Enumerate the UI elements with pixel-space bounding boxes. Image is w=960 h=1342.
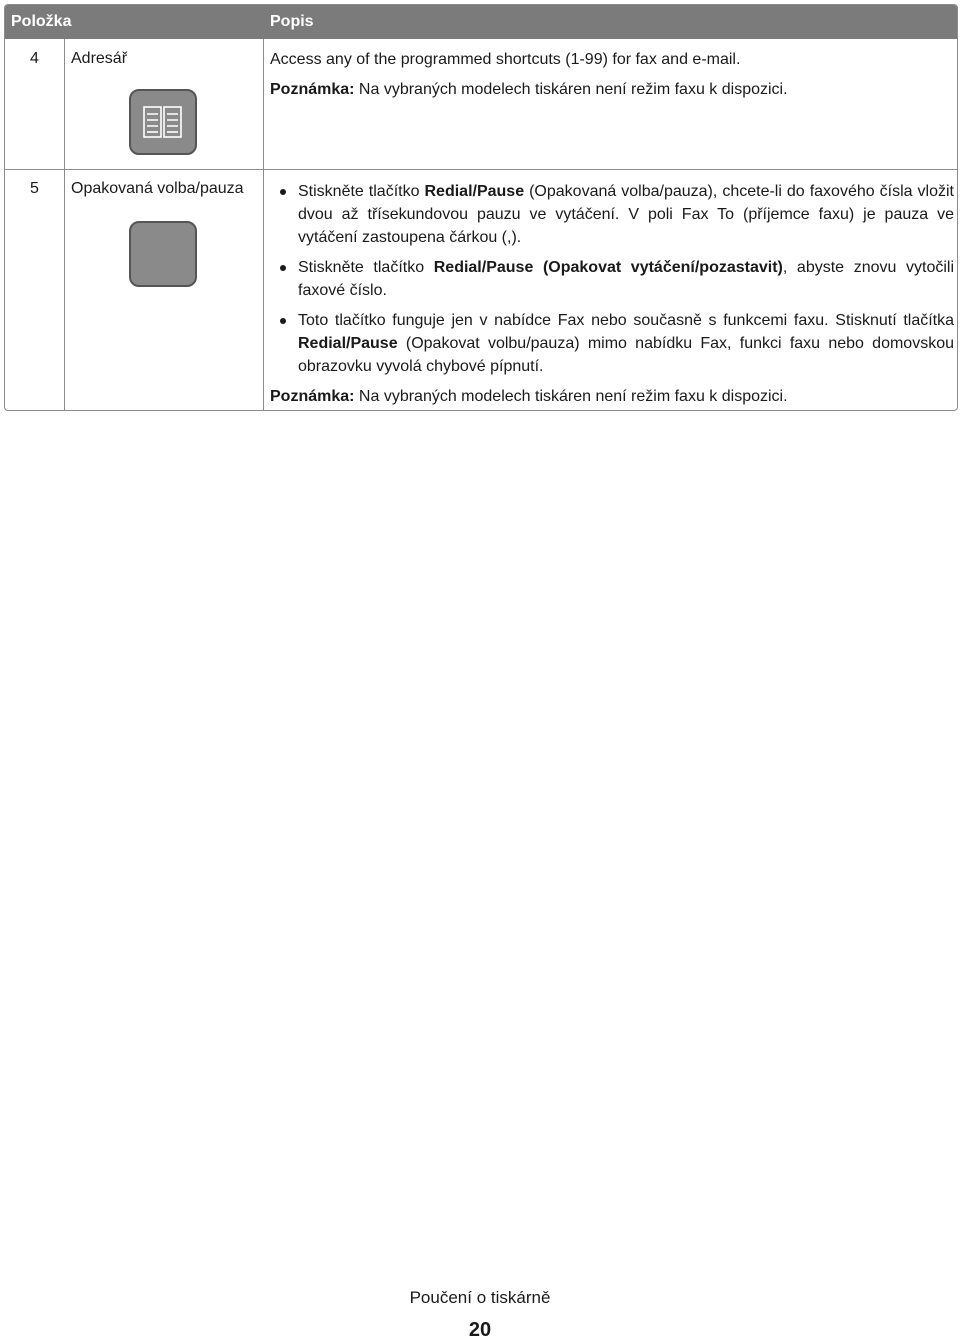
row-number: 4 (30, 50, 39, 67)
address-book-icon (129, 89, 197, 155)
list-item: Toto tlačítko funguje jen v nabídce Fax nebo současně s funkcemi faxu. Stisknutí tlačítka Redial/Pause (Opakovat volbu/pauza) mimo nabídku Fax, funkci faxu nebo domovskou obrazovku vyvolá chybové pípnutí. (270, 309, 954, 378)
footer-section-title: Poučení o tiskárně (409, 1288, 551, 1307)
row-name: Adresář (71, 50, 128, 67)
row-name: Opakovaná volba/pauza (71, 180, 244, 197)
note-label: Poznámka: (270, 81, 355, 98)
header-description: Popis (270, 13, 314, 30)
row-description (270, 180, 954, 408)
column-divider (64, 39, 65, 410)
control-panel-table (4, 4, 958, 411)
row-description (270, 48, 954, 101)
page-number: 20 (468, 1319, 492, 1341)
row-number: 5 (30, 180, 39, 197)
table-header (5, 5, 957, 39)
description-line: Access any of the programmed shortcuts (1-99) for fax and e-mail. (270, 51, 741, 68)
column-divider (263, 39, 264, 410)
list-item: Stiskněte tlačítko Redial/Pause (Opakovat vytáčení/pozastavit), abyste znovu vytočili faxové číslo. (270, 256, 954, 302)
note-text: Na vybraných modelech tiskáren není režim faxu k dispozici. (354, 388, 788, 405)
row-divider (5, 169, 957, 170)
header-item: Položka (11, 13, 72, 30)
bullet-list (270, 180, 954, 378)
blank-button-icon (129, 221, 197, 287)
note-label: Poznámka: (270, 388, 355, 405)
note-text: Na vybraných modelech tiskáren není režim faxu k dispozici. (354, 81, 788, 98)
note (270, 78, 954, 101)
list-item: Stiskněte tlačítko Redial/Pause (Opakovaná volba/pauza), chcete-li do faxového čísla vložit dvou až třísekundovou pauzu ve vytáčení. V poli Fax To (příjemce faxu) je pauza ve vytáčení zastoupena čárkou (,). (270, 180, 954, 249)
note (270, 385, 954, 408)
